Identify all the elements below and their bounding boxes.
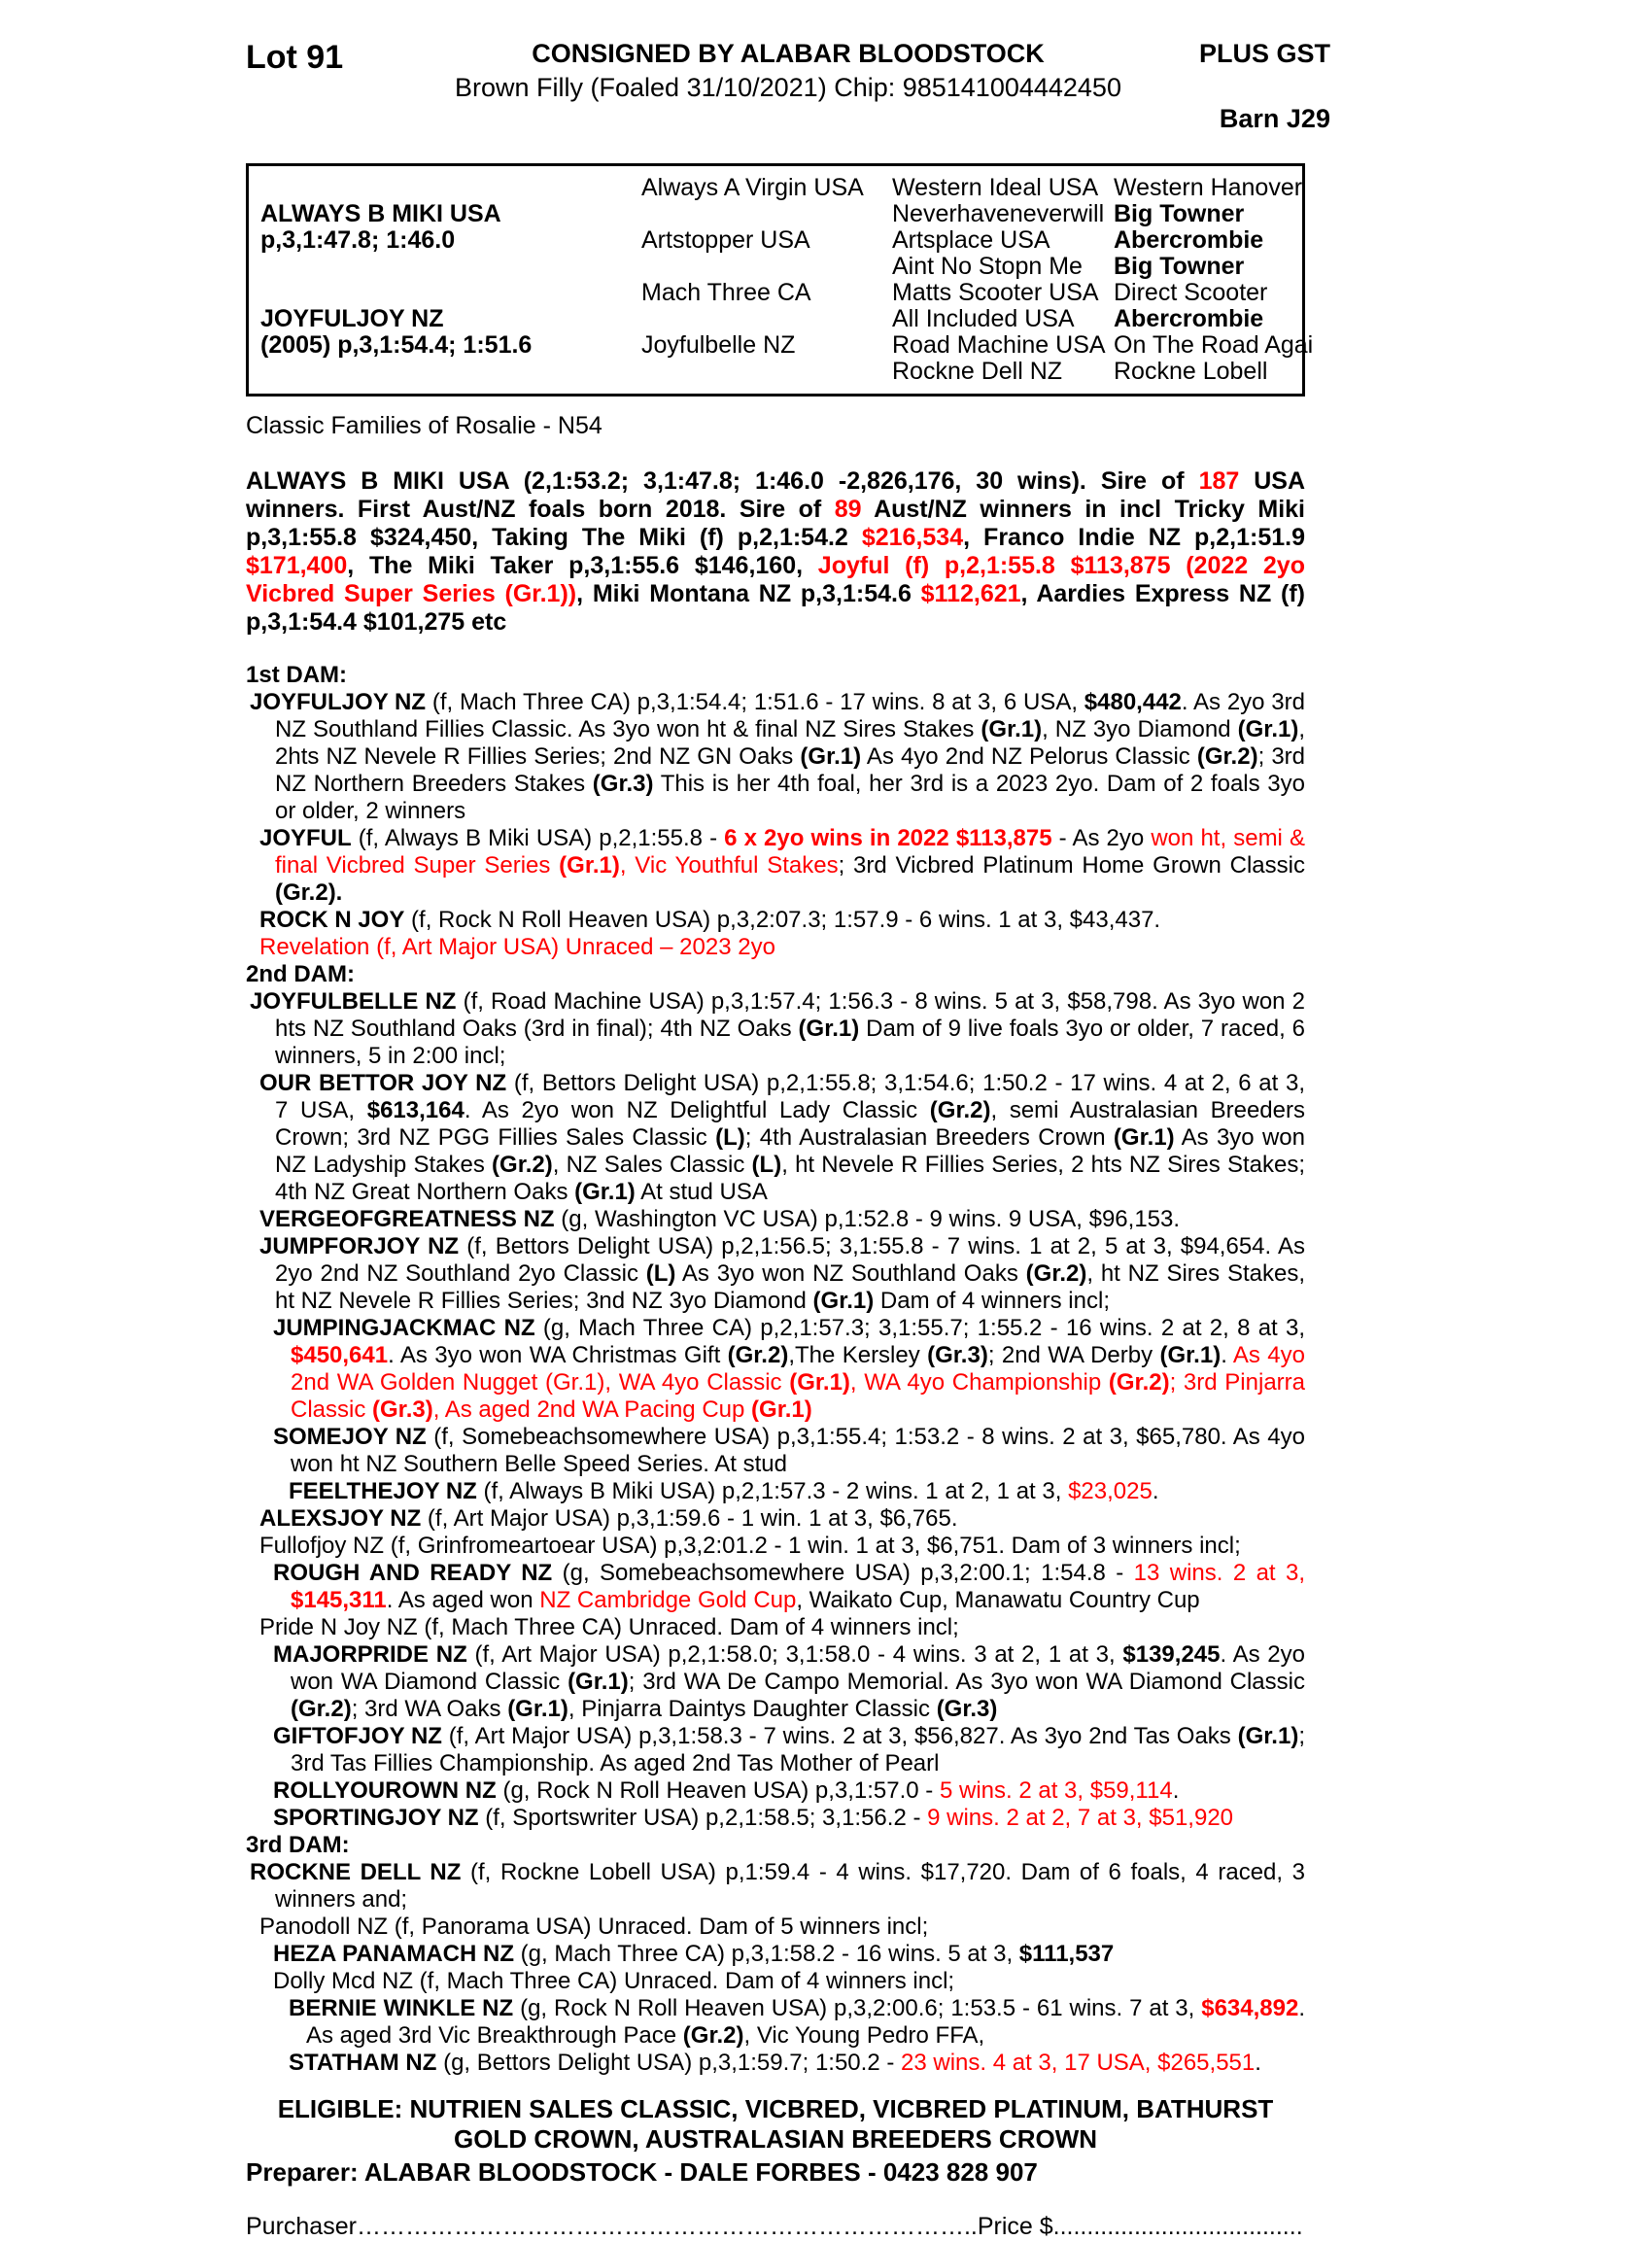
sire-summary: ALWAYS B MIKI USA (2,1:53.2; 3,1:47.8; 1:46.0 -2,826,176, 30 wins). Sire of 187 USA winners. First Aust/NZ foals born 2018. Sire of 89 Aust/NZ winners in incl Tricky Miki p,3,1:55.8 $324,450, Taking The Miki (f) p,2,1:54.2 $216,534, Franco Indie NZ p,2,1:51.9 $171,400, The Miki Taker p,3,1:55.6 $146,160, Joyful (f) p,2,1:55.8 $113,875 (2022 2yo Vicbred Super Series (Gr.1)), Miki Montana NZ p,3,1:54.6 $112,621, Aardies Express NZ (f) p,3,1:54.4 $101,275 etc [246,467,1306,636]
pedigree-cell-gen2: Artstopper USA [641,226,810,254]
barn-number: Barn J29 [1219,104,1330,133]
pedigree-cell-gen4: Big Towner [1114,253,1245,280]
pedigree-entry-rocknjoy: ROCK N JOY (f, Rock N Roll Heaven USA) p,3,2:07.3; 1:57.9 - 6 wins. 1 at 3, $43,437. [259,907,1161,933]
pedigree-table [246,163,1314,396]
dam-heading-3rd: 3rd DAM: [246,1832,350,1858]
preparer-line: Preparer: ALABAR BLOODSTOCK - DALE FORBES - 0423 828 907 [246,2157,1038,2187]
pedigree-entry-berniewinkle: BERNIE WINKLE NZ (g, Rock N Roll Heaven USA) p,3,2:00.6; 1:53.5 - 61 wins. 7 at 3, $634,892. As aged 3rd Vic Breakthrough Pace (Gr.2), Vic Young Pedro FFA, [289,1995,1305,2049]
pedigree-entry-rocknedell: ROCKNE DELL NZ (f, Rockne Lobell USA) p,1:59.4 - 4 wins. $17,720. Dam of 6 foals, 4 raced, 3 winners and; [250,1859,1306,1913]
pedigree-entry-pridenjoy: Pride N Joy NZ (f, Mach Three CA) Unraced. Dam of 4 winners incl; [259,1614,959,1640]
pedigree-entry-fullofjoy: Fullofjoy NZ (f, Grinfromeartoear USA) p,3,2:01.2 - 1 win. 1 at 3, $6,751. Dam of 3 winners incl; [259,1533,1241,1559]
pedigree-cell-gen4: Abercrombie [1114,305,1264,332]
pedigree-cell-gen3: Neverhaveneverwill [892,200,1105,227]
pedigree-entry-statham: STATHAM NZ (g, Bettors Delight USA) p,3,1:59.7; 1:50.2 - 23 wins. 4 at 3, 17 USA, $265,551. [289,2050,1261,2076]
pedigree-cell-gen3: Aint No Stopn Me [892,253,1083,280]
pedigree-cell-gen2: Mach Three CA [641,279,811,306]
dam-name: JOYFULJOY NZ [260,305,444,332]
pedigree-entry-feelthejoy: FEELTHEJOY NZ (f, Always B Miki USA) p,2,1:57.3 - 2 wins. 1 at 2, 1 at 3, $23,025. [289,1478,1159,1504]
sire-name: ALWAYS B MIKI USA [260,200,501,227]
dam-heading-1st: 1st DAM: [246,662,348,688]
pedigree-entry-roughandready: ROUGH AND READY NZ (g, Somebeachsomewhere USA) p,3,2:00.1; 1:54.8 - 13 wins. 2 at 3, $145,311. As aged won NZ Cambridge Gold Cup, Waikato Cup, Manawatu Country Cup [273,1560,1306,1613]
pedigree-cell-gen3: Western Ideal USA [892,174,1099,201]
pedigree-entry-revelation: Revelation (f, Art Major USA) Unraced – 2023 2yo [259,934,775,960]
purchaser-price-line: Purchaser…………………………………………………………………..Price $..................................... [246,2213,1303,2240]
pedigree-cell-gen2: Always A Virgin USA [641,174,864,201]
pedigree-entry-majorpride: MAJORPRIDE NZ (f, Art Major USA) p,2,1:58.0; 3,1:58.0 - 4 wins. 3 at 2, 1 at 3, $139,245. As 2yo won WA Diamond Classic (Gr.1); 3rd WA De Campo Memorial. As 3yo won WA Diamond Classic (Gr.2); 3rd WA Oaks (Gr.1), Pinjarra Daintys Daughter Classic (Gr.3) [273,1641,1306,1722]
pedigree-cell-gen4: Abercrombie [1114,226,1264,254]
pedigree-entry-joyful: JOYFUL (f, Always B Miki USA) p,2,1:55.8 - 6 x 2yo wins in 2022 $113,875 - As 2yo won ht, semi & final Vicbred Super Series (Gr.1), Vic Youthful Stakes; 3rd Vicbred Platinum Home Grown Classic (Gr.2). [259,825,1305,906]
family-line: Classic Families of Rosalie - N54 [246,412,602,439]
pedigree-entry-vergeofgreatness: VERGEOFGREATNESS NZ (g, Washington VC USA) p,1:52.8 - 9 wins. 9 USA, $96,153. [259,1206,1181,1232]
pedigree-entry-dollymcd: Dolly Mcd NZ (f, Mach Three CA) Unraced. Dam of 4 winners incl; [273,1968,955,1994]
pedigree-cell-gen3: Rockne Dell NZ [892,358,1063,385]
pedigree-cell-gen4: Western Hanover [1114,174,1303,201]
pedigree-entry-rollyourown: ROLLYOUROWN NZ (g, Rock N Roll Heaven USA) p,3,1:57.0 - 5 wins. 2 at 3, $59,114. [273,1777,1180,1804]
pedigree-entry-ourbettorjoy: OUR BETTOR JOY NZ (f, Bettors Delight USA) p,2,1:55.8; 3,1:54.6; 1:50.2 - 17 wins. 4 at 2, 6 at 3, 7 USA, $613,164. As 2yo won NZ Delightful Lady Classic (Gr.2), semi Australasian Breeders Crown; 3rd NZ PGG Fillies Sales Classic (L); 4th Australasian Breeders Crown (Gr.1) As 3yo won NZ Ladyship Stakes (Gr.2), NZ Sales Classic (L), ht Nevele R Fillies Series, 2 hts NZ Sires Stakes; 4th NZ Great Northern Oaks (Gr.1) At stud USA [259,1070,1305,1205]
pedigree-entry-hezapanamach: HEZA PANAMACH NZ (g, Mach Three CA) p,3,1:58.2 - 16 wins. 5 at 3, $111,537 [273,1941,1115,1967]
pedigree-cell-gen4: Big Towner [1114,200,1245,227]
pedigree-cell-gen3: All Included USA [892,305,1075,332]
pedigree-cell-gen3: Artsplace USA [892,226,1050,254]
pedigree-cell-gen4: On The Road Agai [1114,331,1314,359]
gst-note: PLUS GST [1198,39,1330,68]
header-center [455,39,1121,103]
consignor-title: CONSIGNED BY ALABAR BLOODSTOCK [532,39,1045,68]
pedigree-cell-gen2: Joyfulbelle NZ [641,331,796,359]
lot-number: Lot 91 [246,39,344,76]
sire-record: p,3,1:47.8; 1:46.0 [260,226,456,254]
horse-description: Brown Filly (Foaled 31/10/2021) Chip: 985141004442450 [455,73,1121,102]
page-header [246,39,1330,134]
pedigree-cell-gen3: Road Machine USA [892,331,1106,359]
pedigree-entry-panodoll: Panodoll NZ (f, Panorama USA) Unraced. Dam of 5 winners incl; [259,1913,929,1940]
pedigree-entries [246,662,1305,2077]
pedigree-entry-joyfuljoy: JOYFULJOY NZ (f, Mach Three CA) p,3,1:54.4; 1:51.6 - 17 wins. 8 at 3, 6 USA, $480,442. As 2yo 3rd NZ Southland Fillies Classic. As 3yo won ht & final NZ Sires Stakes (Gr.1), NZ 3yo Diamond (Gr.1), 2hts NZ Nevele R Fillies Series; 2nd NZ GN Oaks (Gr.1) As 4yo 2nd NZ Pelorus Classic (Gr.2); 3rd NZ Northern Breeders Stakes (Gr.3) This is her 4th foal, her 3rd is a 2023 2yo. Dam of 2 foals 3yo or older, 2 winners [250,689,1306,824]
pedigree-cell-gen4: Rockne Lobell [1114,358,1268,385]
pedigree-entry-jumpforjoy: JUMPFORJOY NZ (f, Bettors Delight USA) p,2,1:56.5; 3,1:55.8 - 7 wins. 1 at 2, 5 at 3, $94,654. As 2yo 2nd NZ Southland 2yo Classic (L) As 3yo won NZ Southland Oaks (Gr.2), ht NZ Sires Stakes, ht NZ Nevele R Fillies Series; 3nd NZ 3yo Diamond (Gr.1) Dam of 4 winners incl; [259,1233,1306,1314]
eligibility-line-2: GOLD CROWN, AUSTRALASIAN BREEDERS CROWN [453,2124,1098,2154]
pedigree-entry-somejoy: SOMEJOY NZ (f, Somebeachsomewhere USA) p,3,1:55.4; 1:53.2 - 8 wins. 2 at 3, $65,780. As 4yo won ht NZ Southern Belle Speed Series. At stud [273,1424,1305,1477]
eligibility-line-1: ELIGIBLE: NUTRIEN SALES CLASSIC, VICBRED, VICBRED PLATINUM, BATHURST [277,2094,1274,2123]
pedigree-cell-gen4: Direct Scooter [1114,279,1268,306]
dam-record: (2005) p,3,1:54.4; 1:51.6 [260,331,533,359]
pedigree-entry-giftofjoy: GIFTOFJOY NZ (f, Art Major USA) p,3,1:58.3 - 7 wins. 2 at 3, $56,827. As 3yo 2nd Tas Oaks (Gr.1); 3rd Tas Fillies Championship. As aged 2nd Tas Mother of Pearl [273,1723,1305,1776]
header-right [1121,39,1330,134]
pedigree-cell-gen3: Matts Scooter USA [892,279,1099,306]
pedigree-entry-joyfulbelle: JOYFULBELLE NZ (f, Road Machine USA) p,3,1:57.4; 1:56.3 - 8 wins. 5 at 3, $58,798. As 3yo won 2 hts NZ Southland Oaks (3rd in final); 4th NZ Oaks (Gr.1) Dam of 9 live foals 3yo or older, 7 raced, 6 winners, 5 in 2:00 incl; [250,988,1305,1069]
pedigree-entry-jumpingjackmac: JUMPINGJACKMAC NZ (g, Mach Three CA) p,2,1:57.3; 3,1:55.7; 1:55.2 - 16 wins. 2 at 2, 8 at 3, $450,641. As 3yo won WA Christmas Gift (Gr.2),The Kersley (Gr.3); 2nd WA Derby (Gr.1). As 4yo 2nd WA Golden Nugget (Gr.1), WA 4yo Classic (Gr.1), WA 4yo Championship (Gr.2); 3rd Pinjarra Classic (Gr.3), As aged 2nd WA Pacing Cup (Gr.1) [273,1315,1306,1423]
dam-heading-2nd: 2nd DAM: [246,961,355,987]
eligibility-note [246,2094,1305,2155]
pedigree-entry-alexsjoy: ALEXSJOY NZ (f, Art Major USA) p,3,1:59.6 - 1 win. 1 at 3, $6,765. [259,1505,958,1532]
pedigree-entry-sportingjoy: SPORTINGJOY NZ (f, Sportswriter USA) p,2,1:58.5; 3,1:56.2 - 9 wins. 2 at 2, 7 at 3, $51,920 [273,1805,1234,1831]
page-content [246,39,1330,2241]
